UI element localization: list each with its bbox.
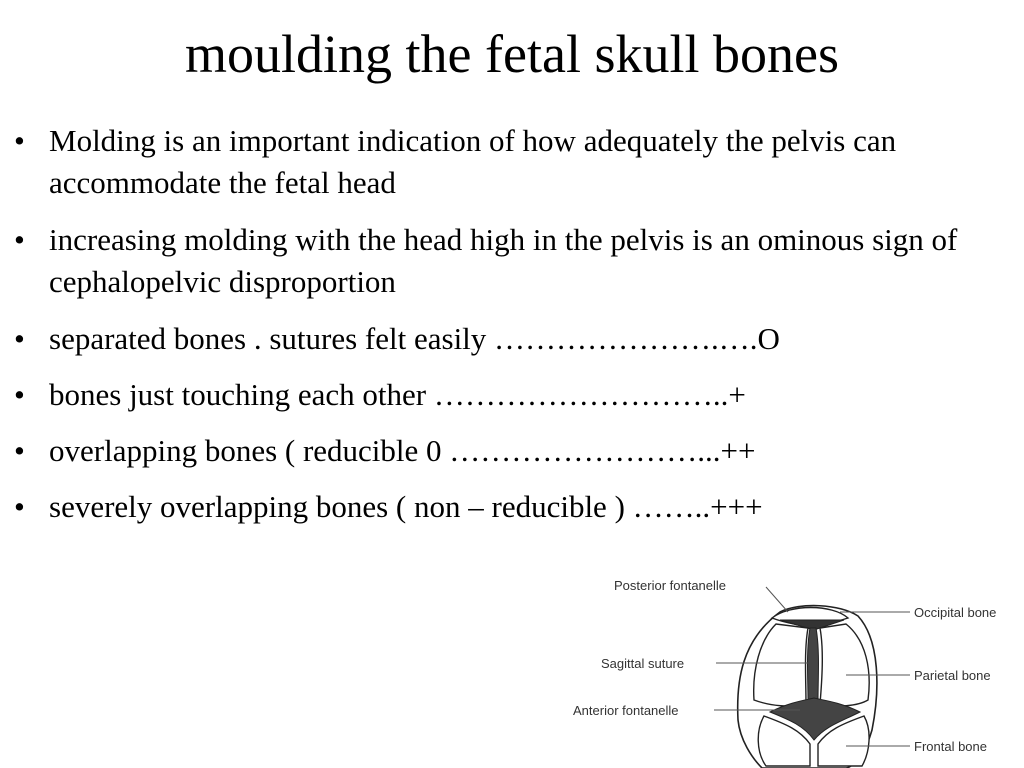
- bullet-icon: •: [14, 321, 25, 356]
- bullet-item: [14, 430, 1004, 472]
- label-frontal-bone: Frontal bone: [914, 739, 987, 754]
- bullet-item: [14, 318, 1004, 360]
- label-sagittal-suture: Sagittal suture: [601, 656, 685, 671]
- bullet-text: bones just touching each other ………………………..+: [49, 377, 746, 412]
- bullet-icon: •: [14, 123, 25, 158]
- bullet-list: [14, 120, 1004, 542]
- bullet-text: severely overlapping bones ( non – reducible ) ……..+++: [49, 489, 763, 524]
- slide-title: moulding the fetal skull bones: [185, 24, 839, 84]
- bullet-item: [14, 219, 1004, 303]
- bullet-text: separated bones . sutures felt easily ………………….….O: [49, 321, 780, 356]
- bullet-text: overlapping bones ( reducible 0 ……………………...++: [49, 433, 756, 468]
- label-parietal-bone: Parietal bone: [914, 668, 991, 683]
- bullet-item: [14, 374, 1004, 416]
- bullet-icon: •: [14, 222, 25, 257]
- label-posterior-fontanelle: Posterior fontanelle: [614, 578, 727, 593]
- bullet-icon: •: [14, 489, 25, 524]
- bullet-item: [14, 120, 1004, 204]
- leader-posterior-fontanelle: [766, 587, 788, 612]
- fetal-skull-diagram: [566, 568, 1024, 768]
- bullet-icon: •: [14, 433, 25, 468]
- bullet-item: [14, 486, 1004, 528]
- bullet-text: Molding is an important indication of how adequately the pelvis can accommodate the fetal head: [49, 123, 897, 200]
- label-anterior-fontanelle: Anterior fontanelle: [573, 703, 679, 718]
- bullet-text: increasing molding with the head high in the pelvis is an ominous sign of cephalopelvic disproportion: [49, 222, 958, 299]
- sagittal-suture-shape: [808, 628, 819, 700]
- label-occipital-bone: Occipital bone: [914, 605, 997, 620]
- left-parietal-shape: [754, 624, 808, 706]
- right-parietal-shape: [820, 624, 869, 706]
- bullet-icon: •: [14, 377, 25, 412]
